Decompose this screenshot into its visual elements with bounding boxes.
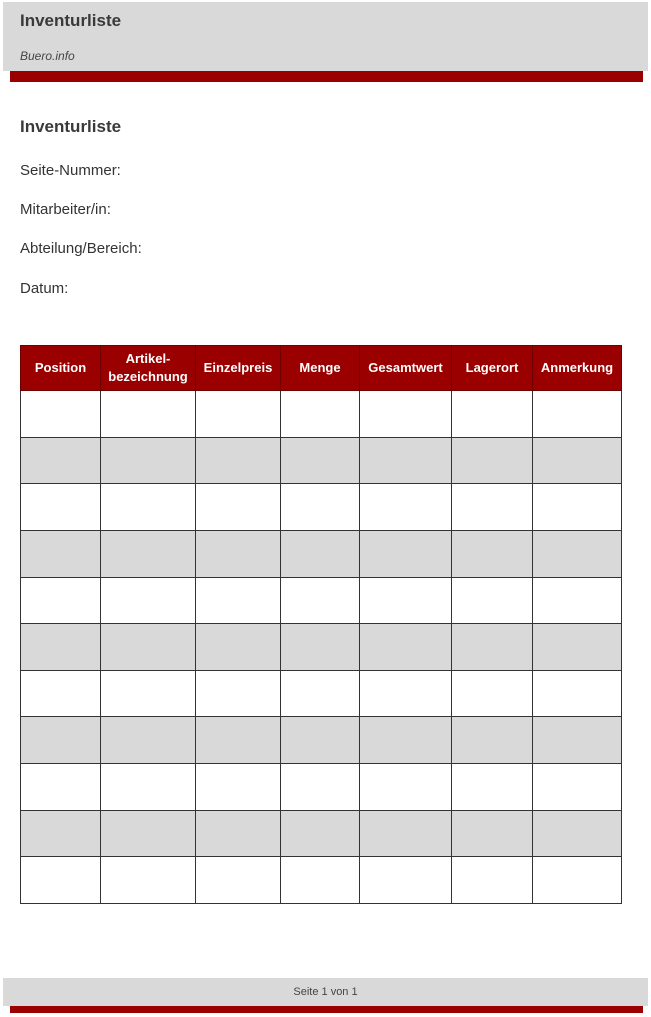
column-header-total-value: Gesamtwert bbox=[360, 346, 452, 391]
table-cell[interactable] bbox=[533, 717, 622, 764]
table-row bbox=[21, 764, 622, 811]
table-cell[interactable] bbox=[533, 857, 622, 904]
table-row bbox=[21, 717, 622, 764]
table-cell[interactable] bbox=[452, 437, 533, 484]
table-cell[interactable] bbox=[281, 577, 360, 624]
table-row bbox=[21, 437, 622, 484]
table-cell[interactable] bbox=[452, 717, 533, 764]
table-cell[interactable] bbox=[360, 717, 452, 764]
table-cell[interactable] bbox=[196, 764, 281, 811]
table-row bbox=[21, 577, 622, 624]
table-cell[interactable] bbox=[21, 530, 101, 577]
table-header-row bbox=[21, 346, 622, 391]
table-cell[interactable] bbox=[452, 577, 533, 624]
table-cell[interactable] bbox=[360, 624, 452, 671]
table-cell[interactable] bbox=[101, 857, 196, 904]
table-cell[interactable] bbox=[533, 624, 622, 671]
table-cell[interactable] bbox=[360, 810, 452, 857]
field-department: Abteilung/Bereich: bbox=[20, 240, 142, 257]
table-cell[interactable] bbox=[21, 577, 101, 624]
table-cell[interactable] bbox=[196, 437, 281, 484]
table-cell[interactable] bbox=[196, 810, 281, 857]
table-cell[interactable] bbox=[196, 624, 281, 671]
table-cell[interactable] bbox=[281, 670, 360, 717]
column-header-quantity: Menge bbox=[281, 346, 360, 391]
table-cell[interactable] bbox=[101, 624, 196, 671]
field-employee: Mitarbeiter/in: bbox=[20, 201, 111, 218]
column-header-remark: Anmerkung bbox=[533, 346, 622, 391]
table-row bbox=[21, 857, 622, 904]
table-cell[interactable] bbox=[101, 577, 196, 624]
document-title: Inventurliste bbox=[20, 117, 122, 136]
table-cell[interactable] bbox=[281, 857, 360, 904]
column-header-article: Artikel- bezeichnung bbox=[101, 346, 196, 391]
table-cell[interactable] bbox=[101, 437, 196, 484]
table-cell[interactable] bbox=[360, 530, 452, 577]
table-cell[interactable] bbox=[533, 484, 622, 531]
table-cell[interactable] bbox=[533, 810, 622, 857]
table-cell[interactable] bbox=[360, 764, 452, 811]
table-row bbox=[21, 810, 622, 857]
table-cell[interactable] bbox=[196, 857, 281, 904]
table-cell[interactable] bbox=[281, 717, 360, 764]
table-cell[interactable] bbox=[21, 624, 101, 671]
table-cell[interactable] bbox=[281, 764, 360, 811]
table-cell[interactable] bbox=[452, 670, 533, 717]
table-cell[interactable] bbox=[21, 391, 101, 438]
table-cell[interactable] bbox=[196, 530, 281, 577]
table-cell[interactable] bbox=[21, 857, 101, 904]
table-cell[interactable] bbox=[196, 391, 281, 438]
table-cell[interactable] bbox=[21, 437, 101, 484]
table-cell[interactable] bbox=[360, 857, 452, 904]
table-row bbox=[21, 670, 622, 717]
table-cell[interactable] bbox=[196, 670, 281, 717]
table-cell[interactable] bbox=[360, 577, 452, 624]
table-cell[interactable] bbox=[281, 810, 360, 857]
table-cell[interactable] bbox=[452, 391, 533, 438]
table-cell[interactable] bbox=[360, 391, 452, 438]
column-header-location: Lagerort bbox=[452, 346, 533, 391]
table-body bbox=[21, 391, 622, 904]
table-cell[interactable] bbox=[281, 391, 360, 438]
table-cell[interactable] bbox=[360, 670, 452, 717]
table-cell[interactable] bbox=[452, 857, 533, 904]
table-cell[interactable] bbox=[196, 577, 281, 624]
table-cell[interactable] bbox=[533, 670, 622, 717]
table-cell[interactable] bbox=[101, 484, 196, 531]
table-cell[interactable] bbox=[533, 437, 622, 484]
table-cell[interactable] bbox=[533, 577, 622, 624]
table-row bbox=[21, 530, 622, 577]
page-header bbox=[3, 2, 648, 71]
table-cell[interactable] bbox=[533, 530, 622, 577]
table-cell[interactable] bbox=[101, 391, 196, 438]
table-cell[interactable] bbox=[101, 717, 196, 764]
table-cell[interactable] bbox=[452, 624, 533, 671]
table-row bbox=[21, 391, 622, 438]
table-cell[interactable] bbox=[533, 764, 622, 811]
column-header-unit-price: Einzelpreis bbox=[196, 346, 281, 391]
header-accent-bar bbox=[10, 71, 643, 82]
table-cell[interactable] bbox=[21, 717, 101, 764]
table-cell[interactable] bbox=[452, 530, 533, 577]
table-cell[interactable] bbox=[281, 624, 360, 671]
header-title: Inventurliste bbox=[20, 11, 122, 30]
table-cell[interactable] bbox=[360, 484, 452, 531]
table-cell[interactable] bbox=[533, 391, 622, 438]
field-page-number: Seite-Nummer: bbox=[20, 162, 121, 179]
table-cell[interactable] bbox=[452, 810, 533, 857]
table-cell[interactable] bbox=[196, 484, 281, 531]
table-cell[interactable] bbox=[21, 484, 101, 531]
table-cell[interactable] bbox=[21, 810, 101, 857]
table-cell[interactable] bbox=[101, 670, 196, 717]
table-row bbox=[21, 624, 622, 671]
table-cell[interactable] bbox=[21, 670, 101, 717]
table-row bbox=[21, 484, 622, 531]
inventory-table bbox=[20, 345, 622, 904]
footer-accent-bar bbox=[10, 1006, 643, 1013]
table-cell[interactable] bbox=[196, 717, 281, 764]
field-date: Datum: bbox=[20, 280, 69, 297]
column-header-position: Position bbox=[21, 346, 101, 391]
page-number-label: Seite 1 von 1 bbox=[293, 986, 358, 998]
table-cell[interactable] bbox=[281, 530, 360, 577]
table-cell[interactable] bbox=[101, 530, 196, 577]
table-cell[interactable] bbox=[452, 764, 533, 811]
table-cell[interactable] bbox=[360, 437, 452, 484]
table-cell[interactable] bbox=[281, 437, 360, 484]
table-cell[interactable] bbox=[101, 810, 196, 857]
table-cell[interactable] bbox=[281, 484, 360, 531]
table-cell[interactable] bbox=[101, 764, 196, 811]
table-cell[interactable] bbox=[21, 764, 101, 811]
header-site: Buero.info bbox=[20, 49, 75, 63]
table-cell[interactable] bbox=[452, 484, 533, 531]
page-footer bbox=[3, 978, 648, 1006]
